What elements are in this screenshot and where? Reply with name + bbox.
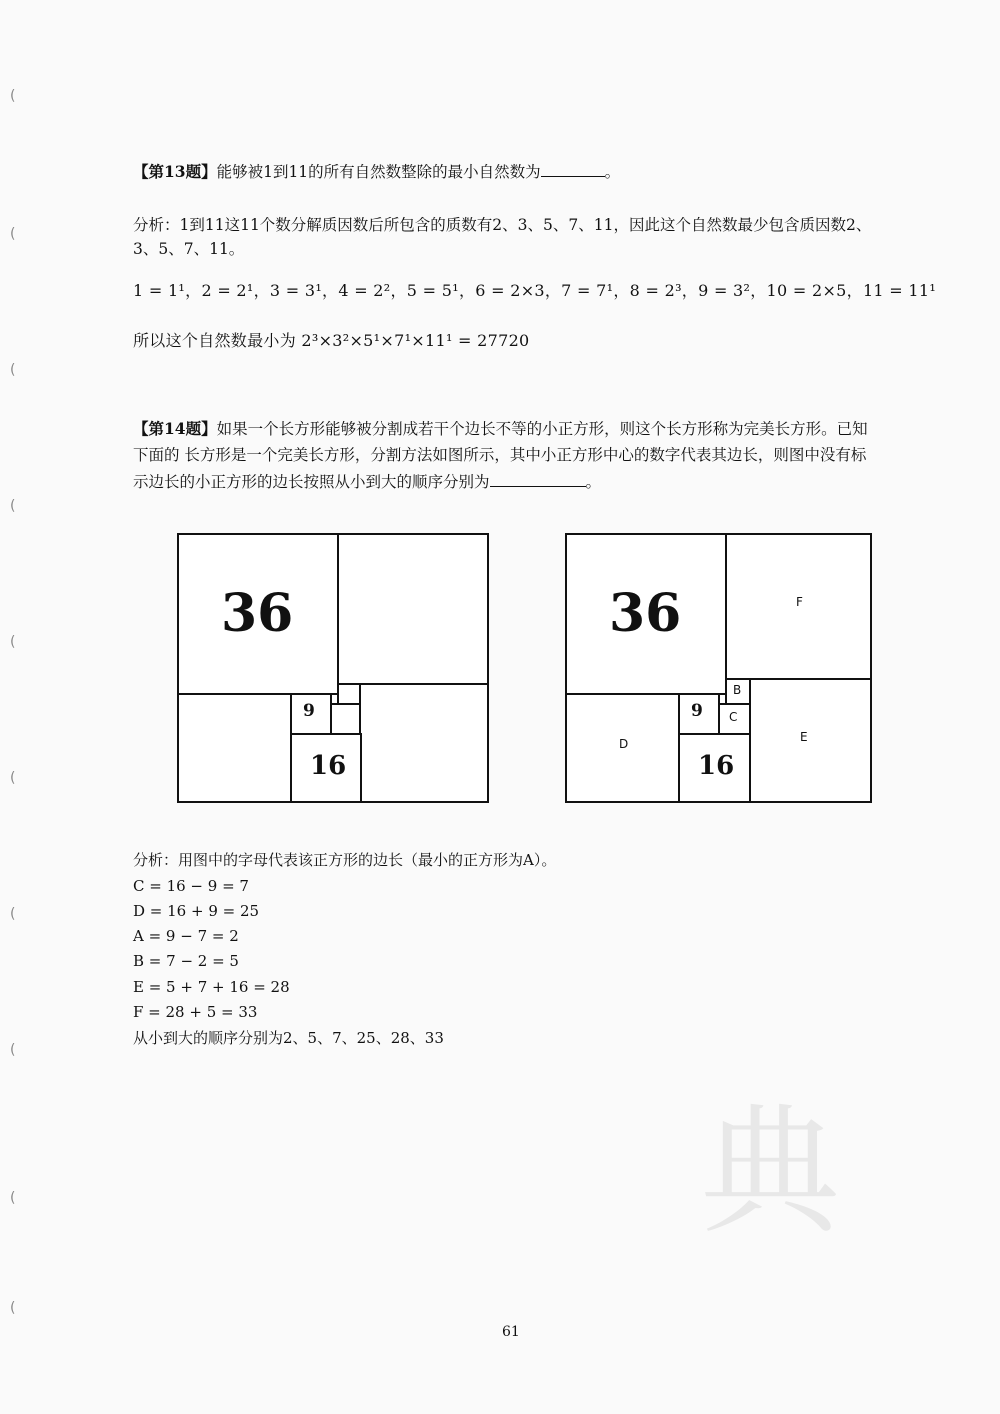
q14-question-line1 <box>133 418 868 440</box>
q13-title: 【第13题】 <box>133 162 217 181</box>
q14-question-line2: 下面的 长方形是一个完美长方形，分割方法如图所示，其中小正方形中心的数字代表其边长，则图中没有标 <box>133 446 867 464</box>
label-b: B <box>733 683 742 697</box>
q14-analysis-intro: 分析：用图中的字母代表该正方形的边长（最小的正方形为A）。 <box>133 851 557 869</box>
binder-mark: ( <box>10 226 16 242</box>
label-d: D <box>619 737 629 751</box>
square-e <box>749 678 872 803</box>
binder-mark: ( <box>10 906 16 922</box>
watermark-glyph: 典 <box>700 1091 841 1254</box>
q13-factorizations: 1 = 1¹，2 = 2¹，3 = 3¹，4 = 2²，5 = 5¹，6 = 2×3，7 = 7¹，8 = 2³，9 = 3²，10 = 2×5，11 = 11¹ <box>133 281 937 300</box>
figure-perfect-rectangle-left <box>177 533 489 803</box>
q14-question-line3 <box>133 470 601 493</box>
q13-question <box>133 160 620 183</box>
label-9: 9 <box>303 701 315 721</box>
q13-question-end: 。 <box>604 163 621 181</box>
q14-question-end: 。 <box>585 473 602 491</box>
q14-question-text1: 如果一个长方形能够被分割成若干个边长不等的小正方形，则这个长方形称为完美长方形。已知 <box>216 420 868 438</box>
binder-mark: ( <box>10 634 16 650</box>
binder-mark: ( <box>10 1190 16 1206</box>
label-f: F <box>796 595 803 609</box>
binder-mark: ( <box>10 362 16 378</box>
square-e-unlabeled <box>359 683 489 803</box>
q13-analysis-line1: 分析：1到11这11个数分解质因数后所包含的质数有2、3、5、7、11，因此这个自然数最少包含质因数2、 <box>133 216 872 234</box>
label-e: E <box>800 730 808 744</box>
q14-equation: D = 16 + 9 = 25 <box>133 902 260 920</box>
binder-mark: ( <box>10 770 16 786</box>
q13-conclusion: 所以这个自然数最小为 2³×3²×5¹×7¹×11¹ = 27720 <box>133 331 530 350</box>
square-f-unlabeled <box>337 533 489 685</box>
q14-title: 【第14题】 <box>133 419 217 438</box>
binder-mark: ( <box>10 498 16 514</box>
q14-answer: 从小到大的顺序分别为2、5、7、25、28、33 <box>133 1029 444 1047</box>
page-number: 61 <box>502 1324 520 1340</box>
q13-question-text: 能够被1到11的所有自然数整除的最小自然数为 <box>216 163 541 181</box>
label-c: C <box>729 710 738 724</box>
square-c-unlabeled <box>330 703 362 735</box>
q14-equation: B = 7 − 2 = 5 <box>133 952 239 970</box>
binder-mark: ( <box>10 1300 16 1316</box>
binder-mark: ( <box>10 1042 16 1058</box>
q14-equation: A = 9 − 7 = 2 <box>133 927 239 945</box>
square-d-unlabeled <box>177 693 292 803</box>
q14-answer-blank[interactable] <box>490 470 586 487</box>
label-36: 36 <box>609 583 682 644</box>
q14-equation: C = 16 − 9 = 7 <box>133 877 249 895</box>
q14-question-text3: 示边长的小正方形的边长按照从小到大的顺序分别为 <box>133 473 490 491</box>
q14-equation: E = 5 + 7 + 16 = 28 <box>133 978 290 996</box>
label-9: 9 <box>691 701 703 721</box>
q13-analysis-line2: 3、5、7、11。 <box>133 240 245 258</box>
label-36: 36 <box>221 583 294 644</box>
binder-mark: ( <box>10 88 16 104</box>
q13-answer-blank[interactable] <box>541 160 605 177</box>
q14-equation: F = 28 + 5 = 33 <box>133 1003 258 1021</box>
label-16: 16 <box>698 751 735 781</box>
label-16: 16 <box>310 751 347 781</box>
figure-perfect-rectangle-right <box>565 533 872 803</box>
